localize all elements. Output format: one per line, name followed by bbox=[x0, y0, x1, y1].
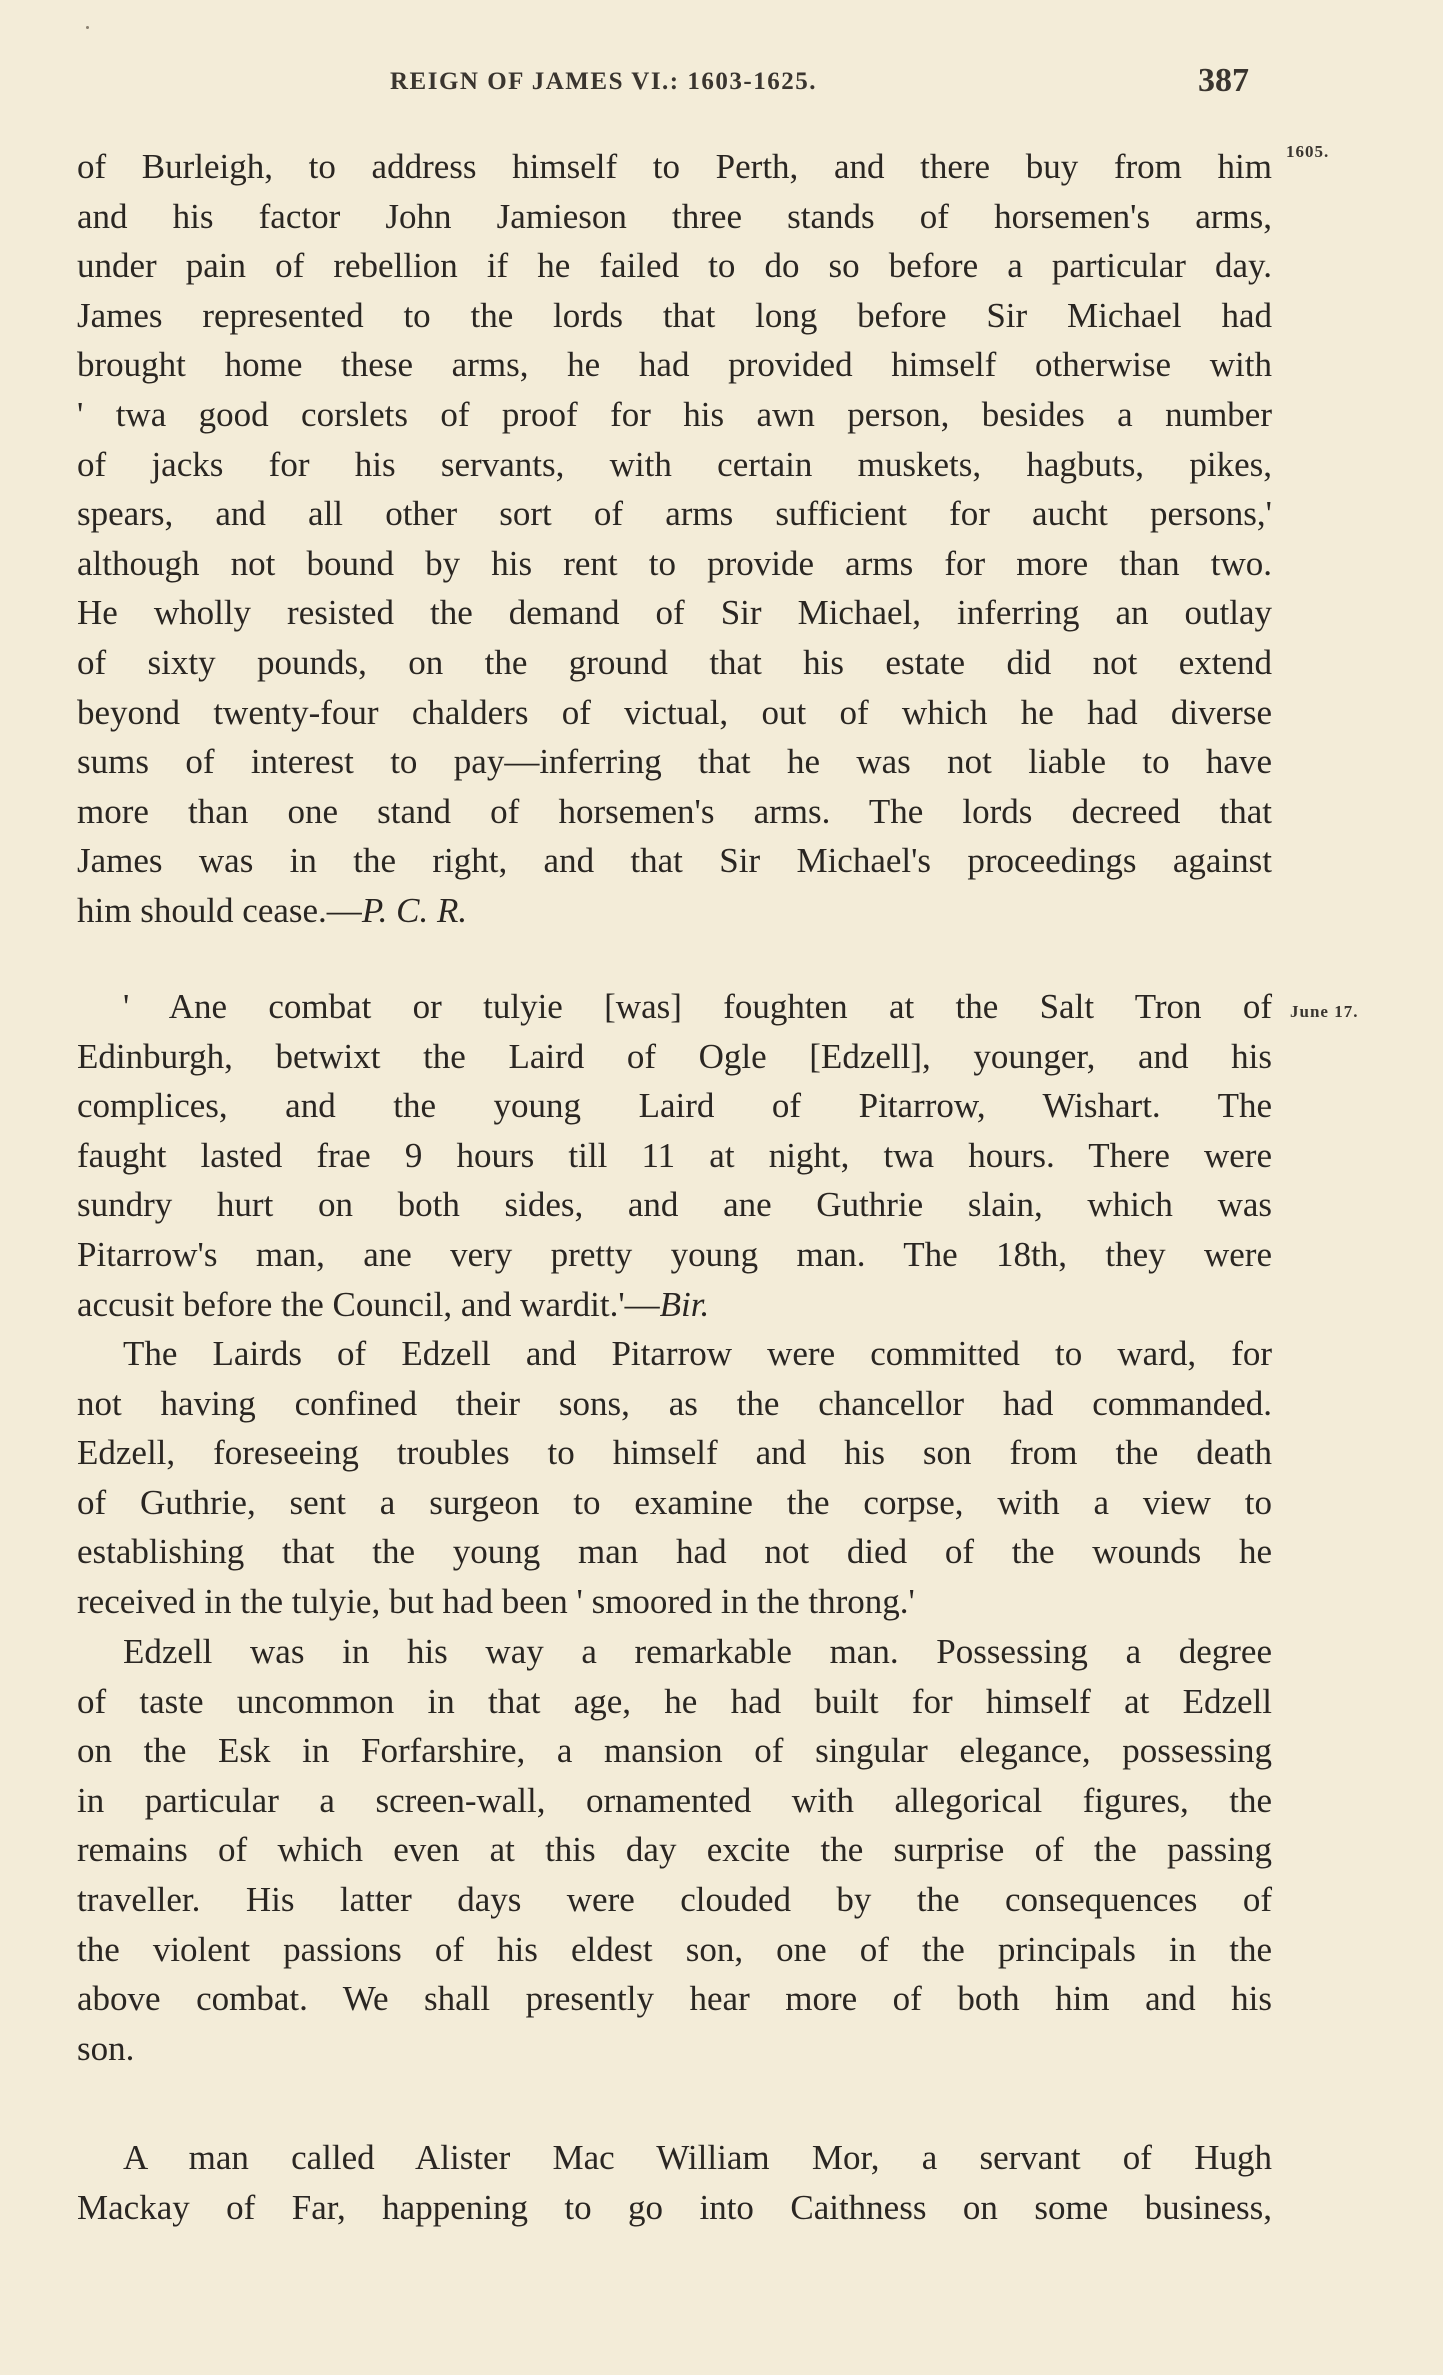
text-line: on the Esk in Forfarshire, a mansion of singular elegance, possessing bbox=[77, 1731, 1272, 1771]
text-line: Edzell was in his way a remarkable man. Possessing a degree bbox=[123, 1632, 1272, 1671]
text-line: sundry hurt on both sides, and ane Guthrie slain, which was bbox=[77, 1185, 1272, 1225]
text-line: spears, and all other sort of arms sufficient for aucht persons,' bbox=[77, 494, 1272, 534]
text-line: ' twa good corslets of proof for his awn person, besides a number bbox=[77, 394, 1272, 434]
text-line: Edzell, foreseeing troubles to himself and his son from the death bbox=[77, 1433, 1272, 1473]
text-line: of Guthrie, sent a surgeon to examine the corpse, with a view to bbox=[77, 1482, 1272, 1522]
source-citation: Bir. bbox=[659, 1284, 710, 1324]
paragraph-5 bbox=[77, 2133, 1272, 2232]
text-line: Edinburgh, betwixt the Laird of Ogle [Edzell], younger, and his bbox=[77, 1036, 1272, 1076]
margin-note-year: 1605. bbox=[1286, 142, 1330, 161]
margin-note-date: June 17. bbox=[1290, 1002, 1359, 1021]
text-line: son. bbox=[77, 2028, 135, 2068]
text-line: of sixty pounds, on the ground that his estate did not extend bbox=[77, 642, 1272, 682]
text-line: The Lairds of Edzell and Pitarrow were committed to ward, for bbox=[123, 1334, 1272, 1373]
paragraph-3 bbox=[77, 1329, 1272, 1627]
text-line: received in the tulyie, but had been ' smoored in the throng.' bbox=[77, 1581, 915, 1621]
text-line: beyond twenty-four chalders of victual, out of which he had diverse bbox=[77, 692, 1272, 732]
text-line: although not bound by his rent to provide arms for more than two. bbox=[77, 543, 1272, 583]
text-line: He wholly resisted the demand of Sir Michael, inferring an outlay bbox=[77, 593, 1272, 633]
text-line: traveller. His latter days were clouded by the consequences of bbox=[77, 1879, 1272, 1919]
paragraph-1 bbox=[77, 142, 1272, 936]
source-citation: P. C. R. bbox=[361, 890, 468, 930]
print-speck bbox=[86, 26, 89, 29]
text-line: James represented to the lords that long before Sir Michael had bbox=[77, 295, 1272, 335]
text-line: under pain of rebellion if he failed to do so before a particular day. bbox=[77, 246, 1272, 286]
text-line: remains of which even at this day excite the surprise of the passing bbox=[77, 1830, 1272, 1870]
paragraph-4 bbox=[77, 1627, 1272, 2073]
paragraph-2 bbox=[77, 982, 1272, 1329]
text-line: of taste uncommon in that age, he had built for himself at Edzell bbox=[77, 1681, 1272, 1721]
text-line: of Burleigh, to address himself to Perth, and there buy from him bbox=[77, 147, 1272, 186]
text-line: the violent passions of his eldest son, one of the principals in the bbox=[77, 1929, 1272, 1969]
text-line bbox=[77, 886, 1272, 936]
text-line: Pitarrow's man, ane very pretty young man. The 18th, they were bbox=[77, 1234, 1272, 1274]
text-line: in particular a screen-wall, ornamented with allegorical figures, the bbox=[77, 1780, 1272, 1820]
text-line: establishing that the young man had not died of the wounds he bbox=[77, 1532, 1272, 1572]
text-line: of jacks for his servants, with certain muskets, hagbuts, pikes, bbox=[77, 444, 1272, 484]
text-line: Mackay of Far, happening to go into Caithness on some business, bbox=[77, 2187, 1272, 2227]
text-line: above combat. We shall presently hear more of both him and his bbox=[77, 1979, 1272, 2019]
running-head: REIGN OF JAMES VI.: 1603-1625. bbox=[390, 68, 817, 95]
line-text: accusit before the Council, and wardit.'— bbox=[77, 1284, 660, 1324]
text-line: James was in the right, and that Sir Michael's proceedings against bbox=[77, 841, 1272, 881]
text-line: not having confined their sons, as the chancellor had commanded. bbox=[77, 1383, 1272, 1423]
text-line: A man called Alister Mac William Mor, a servant of Hugh bbox=[123, 2138, 1272, 2177]
text-line: complices, and the young Laird of Pitarrow, Wishart. The bbox=[77, 1086, 1272, 1126]
text-line: ' Ane combat or tulyie [was] foughten at the Salt Tron of bbox=[123, 987, 1272, 1026]
line-text: him should cease.— bbox=[77, 890, 362, 930]
text-line: and his factor John Jamieson three stands of horsemen's arms, bbox=[77, 196, 1272, 236]
page-number: 387 bbox=[1198, 62, 1249, 99]
text-line bbox=[77, 1280, 1272, 1330]
text-line: brought home these arms, he had provided himself otherwise with bbox=[77, 345, 1272, 385]
text-line: sums of interest to pay—inferring that he was not liable to have bbox=[77, 742, 1272, 782]
text-line: faught lasted frae 9 hours till 11 at night, twa hours. There were bbox=[77, 1135, 1272, 1175]
text-line: more than one stand of horsemen's arms. The lords decreed that bbox=[77, 791, 1272, 831]
